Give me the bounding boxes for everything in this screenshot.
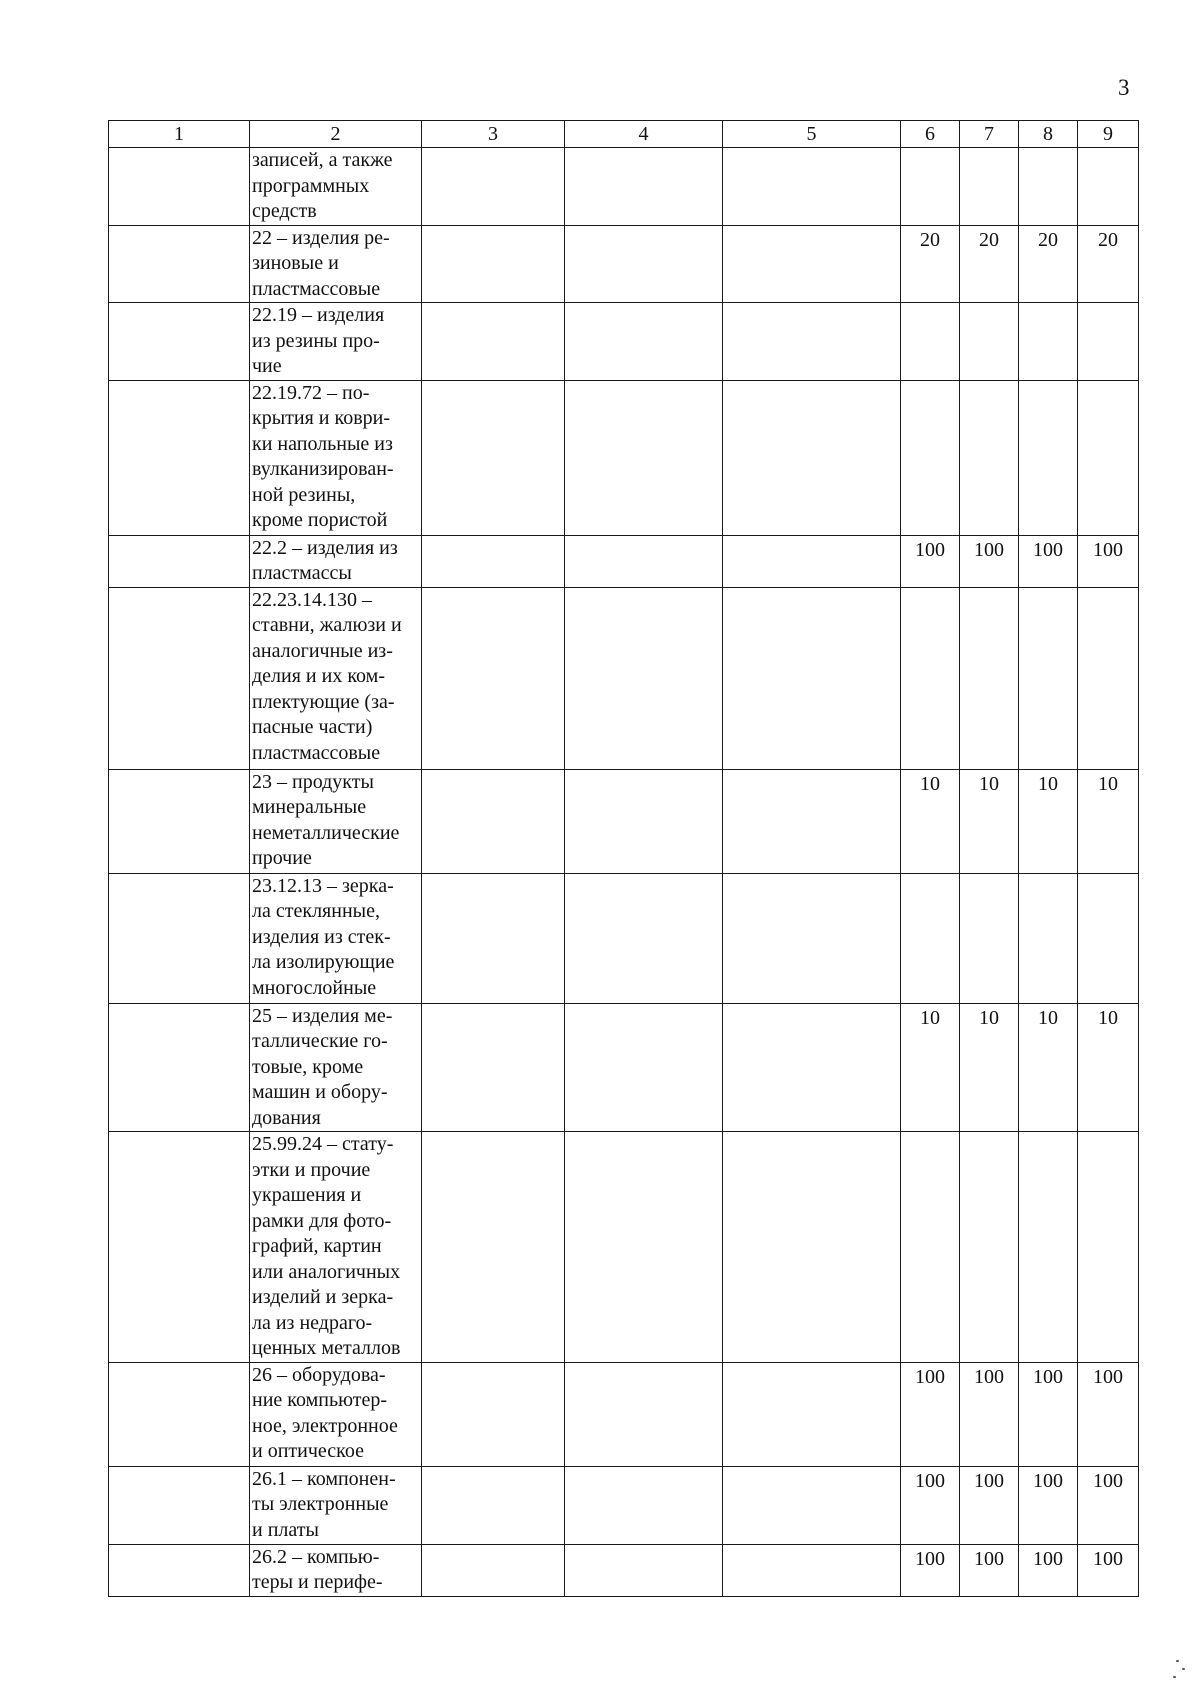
cell-value-7	[960, 873, 1019, 1003]
cell-value-7	[960, 587, 1019, 769]
description-line: ставни, жалюзи и	[252, 614, 402, 636]
description-line: пасные части)	[252, 716, 373, 738]
column-header: 2	[250, 121, 422, 148]
cell-col-1	[109, 148, 250, 226]
cell-col-1	[109, 1544, 250, 1596]
description-line: дования	[252, 1106, 321, 1129]
description-line: изделий и зерка-	[252, 1286, 394, 1308]
description-line: многослойные	[252, 976, 377, 999]
cell-value-9: 100	[1078, 1362, 1139, 1466]
cell-col-5	[723, 303, 901, 381]
description-line: аналогичные из-	[252, 639, 393, 662]
column-header: 8	[1019, 121, 1078, 148]
cell-col-4	[565, 1466, 723, 1544]
cell-col-4	[565, 535, 723, 587]
cell-value-9: 10	[1078, 769, 1139, 873]
cell-col-5	[723, 587, 901, 769]
cell-col-5	[723, 769, 901, 873]
cell-col-1	[109, 587, 250, 769]
description-line: вулканизирован-	[252, 458, 394, 480]
description-line: 23 – продукты	[252, 770, 374, 793]
description-line: ла из недраго-	[252, 1311, 373, 1334]
cell-value-7	[960, 303, 1019, 381]
description-line: ной резины,	[252, 483, 356, 506]
cell-col-1	[109, 1362, 250, 1466]
cell-col-5	[723, 1362, 901, 1466]
table-row	[109, 1132, 1139, 1363]
cell-value-7: 100	[960, 1362, 1019, 1466]
cell-col-4	[565, 1362, 723, 1466]
column-header: 1	[109, 121, 250, 148]
cell-col-3	[422, 1132, 565, 1363]
description-line: 25.99.24 – стату-	[252, 1133, 394, 1155]
description-line: ки напольные из	[252, 432, 393, 455]
cell-value-9	[1078, 873, 1139, 1003]
cell-col-1	[109, 1466, 250, 1544]
cell-value-9: 20	[1078, 225, 1139, 303]
cell-description	[250, 535, 422, 587]
description-line: 22.23.14.130 –	[252, 588, 372, 611]
scan-speck	[1176, 1660, 1179, 1662]
description-line: 22.19.72 – по-	[252, 381, 370, 404]
cell-col-5	[723, 1132, 901, 1363]
cell-value-9: 100	[1078, 535, 1139, 587]
cell-value-9: 10	[1078, 1003, 1139, 1132]
description-line: ты электронные	[252, 1493, 389, 1515]
cell-col-3	[422, 1003, 565, 1132]
cell-col-3	[422, 1544, 565, 1596]
description-line: ла стеклянные,	[252, 900, 380, 922]
cell-col-4	[565, 769, 723, 873]
cell-col-1	[109, 225, 250, 303]
cell-value-9	[1078, 587, 1139, 769]
table-row	[109, 587, 1139, 769]
cell-value-7: 20	[960, 225, 1019, 303]
description-line: 26 – оборудова-	[252, 1363, 386, 1386]
cell-value-6	[901, 303, 960, 381]
cell-value-8	[1019, 1132, 1078, 1363]
cell-col-3	[422, 769, 565, 873]
cell-description	[250, 148, 422, 226]
column-header: 9	[1078, 121, 1139, 148]
cell-value-9: 100	[1078, 1466, 1139, 1544]
cell-value-9	[1078, 148, 1139, 226]
description-line: из резины про-	[252, 329, 380, 352]
cell-col-5	[723, 380, 901, 535]
cell-col-3	[422, 535, 565, 587]
cell-col-4	[565, 1544, 723, 1596]
data-table	[108, 120, 1139, 1597]
cell-value-8	[1019, 303, 1078, 381]
cell-value-8	[1019, 148, 1078, 226]
scan-speck	[1173, 1676, 1176, 1678]
cell-description	[250, 380, 422, 535]
column-header: 7	[960, 121, 1019, 148]
table-row	[109, 1003, 1139, 1132]
description-line: средств	[252, 200, 317, 222]
description-line: делия и их ком-	[252, 665, 385, 687]
cell-value-6	[901, 1132, 960, 1363]
description-line: ценных металлов	[252, 1337, 401, 1359]
description-line: ла изолирующие	[252, 951, 395, 973]
description-line: пластмассовые	[252, 277, 381, 300]
cell-value-7: 100	[960, 1544, 1019, 1596]
description-line: крытия и коври-	[252, 407, 391, 429]
cell-value-7: 10	[960, 1003, 1019, 1132]
table-row	[109, 1466, 1139, 1544]
table-row	[109, 769, 1139, 873]
table-row	[109, 1362, 1139, 1466]
column-header: 3	[422, 121, 565, 148]
description-line: записей, а также	[252, 149, 393, 171]
table-row	[109, 535, 1139, 587]
cell-col-3	[422, 225, 565, 303]
table-row	[109, 1544, 1139, 1596]
description-line: 22.19 – изделия	[252, 304, 385, 326]
cell-col-5	[723, 1003, 901, 1132]
cell-col-1	[109, 535, 250, 587]
cell-col-4	[565, 303, 723, 381]
description-line: прочие	[252, 847, 312, 869]
description-line: 26.1 – компонен-	[252, 1467, 396, 1490]
description-line: 25 – изделия ме-	[252, 1004, 393, 1027]
description-line: машин и обору-	[252, 1081, 388, 1103]
cell-col-4	[565, 873, 723, 1003]
cell-value-7	[960, 148, 1019, 226]
cell-col-4	[565, 1003, 723, 1132]
cell-col-5	[723, 873, 901, 1003]
description-line: 22.2 – изделия из	[252, 536, 398, 559]
cell-value-8: 100	[1019, 1362, 1078, 1466]
cell-value-8: 10	[1019, 769, 1078, 873]
cell-value-7: 100	[960, 1466, 1019, 1544]
description-line: плектующие (за-	[252, 690, 395, 713]
description-line: рамки для фото-	[252, 1209, 392, 1232]
table-row	[109, 148, 1139, 226]
description-line: таллические го-	[252, 1030, 388, 1052]
cell-col-1	[109, 380, 250, 535]
description-line: ное, электронное	[252, 1414, 398, 1437]
description-line: ние компьютер-	[252, 1389, 388, 1411]
cell-value-8: 10	[1019, 1003, 1078, 1132]
table-header-row	[109, 121, 1139, 148]
column-header: 5	[723, 121, 901, 148]
description-line: и оптическое	[252, 1440, 364, 1462]
cell-col-3	[422, 148, 565, 226]
cell-col-3	[422, 303, 565, 381]
description-line: 22 – изделия ре-	[252, 226, 390, 249]
description-line: теры и перифе-	[252, 1571, 383, 1593]
cell-value-8: 20	[1019, 225, 1078, 303]
description-line: пластмассовые	[252, 741, 381, 764]
cell-value-6	[901, 148, 960, 226]
cell-col-3	[422, 587, 565, 769]
description-line: 23.12.13 – зерка-	[252, 874, 394, 897]
cell-col-4	[565, 148, 723, 226]
cell-col-3	[422, 1466, 565, 1544]
cell-value-8: 100	[1019, 535, 1078, 587]
cell-value-7	[960, 1132, 1019, 1363]
cell-col-5	[723, 1466, 901, 1544]
cell-description	[250, 1003, 422, 1132]
description-line: графий, картин	[252, 1235, 382, 1257]
cell-col-1	[109, 873, 250, 1003]
cell-value-6: 10	[901, 769, 960, 873]
description-line: украшения и	[252, 1184, 362, 1206]
description-line: или аналогичных	[252, 1260, 401, 1283]
cell-col-4	[565, 380, 723, 535]
cell-col-5	[723, 535, 901, 587]
cell-value-6: 100	[901, 1362, 960, 1466]
cell-value-6: 100	[901, 535, 960, 587]
page-number: 3	[1118, 75, 1130, 100]
cell-description	[250, 873, 422, 1003]
cell-value-6: 20	[901, 225, 960, 303]
table-row	[109, 225, 1139, 303]
cell-description	[250, 1466, 422, 1544]
description-line: зиновые и	[252, 252, 339, 274]
cell-col-1	[109, 769, 250, 873]
cell-col-1	[109, 1132, 250, 1363]
cell-col-3	[422, 873, 565, 1003]
cell-value-8: 100	[1019, 1544, 1078, 1596]
cell-value-7: 10	[960, 769, 1019, 873]
cell-value-7	[960, 380, 1019, 535]
cell-description	[250, 225, 422, 303]
column-header: 6	[901, 121, 960, 148]
description-line: товые, кроме	[252, 1055, 364, 1078]
description-line: минеральные	[252, 796, 367, 818]
cell-value-8	[1019, 380, 1078, 535]
table-row	[109, 873, 1139, 1003]
cell-value-8	[1019, 587, 1078, 769]
cell-value-6	[901, 873, 960, 1003]
cell-value-8	[1019, 873, 1078, 1003]
cell-col-5	[723, 225, 901, 303]
cell-col-1	[109, 303, 250, 381]
cell-description	[250, 1544, 422, 1596]
description-line: кроме пористой	[252, 509, 388, 531]
cell-value-9	[1078, 303, 1139, 381]
description-line: и платы	[252, 1518, 319, 1541]
table-row	[109, 380, 1139, 535]
cell-col-4	[565, 587, 723, 769]
cell-value-6: 100	[901, 1466, 960, 1544]
cell-description	[250, 1362, 422, 1466]
cell-col-5	[723, 1544, 901, 1596]
cell-description	[250, 587, 422, 769]
cell-col-5	[723, 148, 901, 226]
table-row	[109, 303, 1139, 381]
description-line: 26.2 – компью-	[252, 1545, 380, 1568]
cell-description	[250, 769, 422, 873]
cell-col-3	[422, 1362, 565, 1466]
cell-col-4	[565, 1132, 723, 1363]
cell-value-6	[901, 380, 960, 535]
description-line: чие	[252, 355, 282, 377]
cell-col-3	[422, 380, 565, 535]
cell-description	[250, 303, 422, 381]
scan-speck	[1182, 1668, 1185, 1670]
column-header: 4	[565, 121, 723, 148]
description-line: программных	[252, 174, 370, 197]
description-line: неметаллические	[252, 821, 400, 844]
cell-col-4	[565, 225, 723, 303]
description-line: этки и прочие	[252, 1158, 371, 1181]
cell-value-6	[901, 587, 960, 769]
cell-value-9	[1078, 1132, 1139, 1363]
cell-value-8: 100	[1019, 1466, 1078, 1544]
cell-value-6: 100	[901, 1544, 960, 1596]
cell-description	[250, 1132, 422, 1363]
cell-value-6: 10	[901, 1003, 960, 1132]
cell-value-9: 100	[1078, 1544, 1139, 1596]
cell-value-7: 100	[960, 535, 1019, 587]
description-line: пластмассы	[252, 562, 352, 584]
cell-col-1	[109, 1003, 250, 1132]
description-line: изделия из стек-	[252, 925, 391, 948]
cell-value-9	[1078, 380, 1139, 535]
